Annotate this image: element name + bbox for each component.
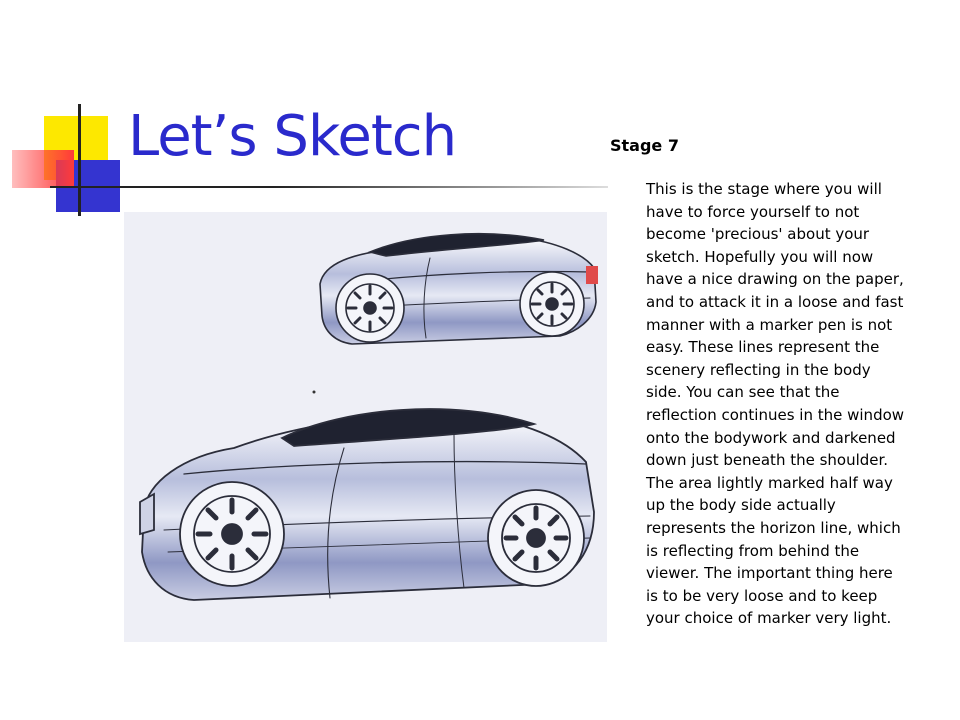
decor-vertical-line	[78, 104, 81, 216]
slide-title: Let’s Sketch	[128, 104, 457, 169]
large-car-sketch	[140, 409, 594, 600]
car-sketch-image	[124, 212, 607, 642]
small-car-sketch	[320, 234, 598, 344]
decor-red-square	[12, 150, 74, 188]
car-sketch-drawing	[124, 212, 607, 642]
title-underline	[50, 186, 608, 188]
stage-description: This is the stage where you will have to force yourself to not become 'precious' about your sketch. Hopefully you will now have a nice drawing on the paper, and to attack it in a loose and fast manner with a marker pen is not easy. These lines represent the scenery reflecting in the body side. You can see that the reflection continues in the window onto the bodywork and darkened down just beneath the shoulder. The area lightly marked half way up the body side actually represents the horizon line, which is reflecting from behind the viewer. The important thing here is to be very loose and to keep your choice of marker very light.	[646, 180, 905, 628]
stage-title: Stage 7	[610, 136, 679, 155]
